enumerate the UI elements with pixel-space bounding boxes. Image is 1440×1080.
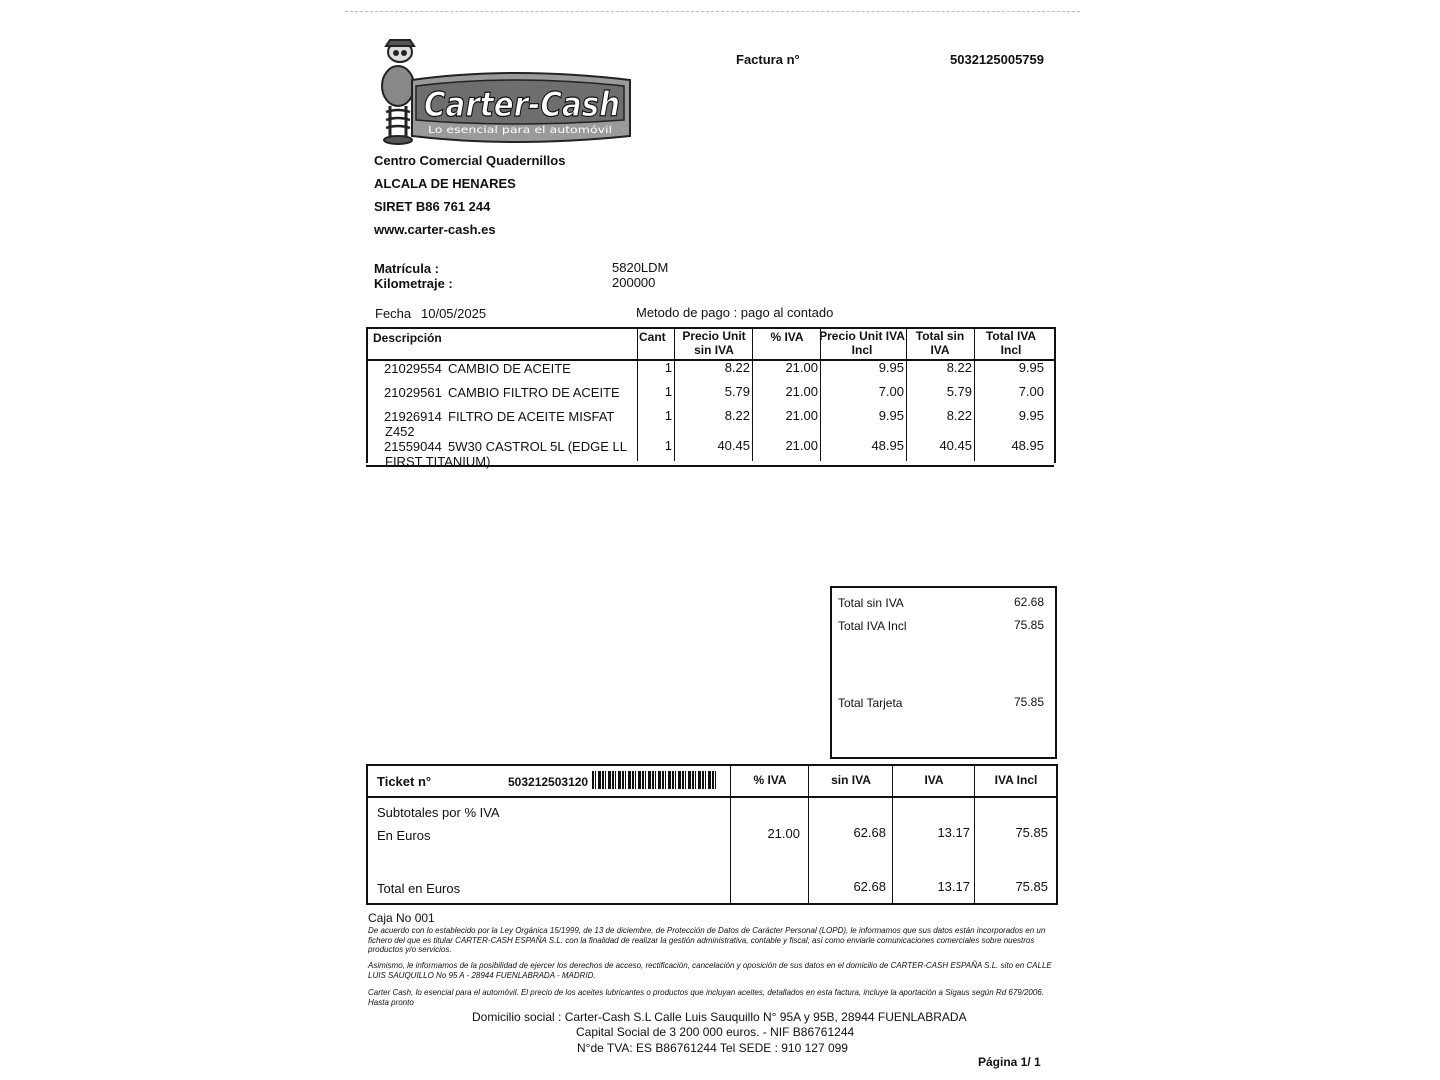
item-cant: 1 [664, 408, 672, 423]
item-cant: 1 [664, 438, 672, 453]
item-description: CAMBIO DE ACEITE [448, 361, 571, 376]
item-total-sin-iva: 8.22 [946, 408, 972, 423]
page-number: Página 1/ 1 [978, 1055, 1041, 1069]
item-total-sin-iva: 8.22 [946, 360, 972, 375]
th-pct-iva: % IVA [770, 330, 804, 344]
item-pct-iva: 21.00 [785, 360, 818, 375]
item-description: CAMBIO FILTRO DE ACEITE [448, 385, 620, 400]
item-cant: 1 [664, 384, 672, 399]
item-total-iva-incl: 7.00 [1018, 384, 1044, 399]
factura-label: Factura n° [736, 52, 800, 67]
capital-social: Capital Social de 3 200 000 euros. - NIF B86761244 [576, 1025, 855, 1039]
kilometraje-label: Kilometraje : [374, 276, 453, 291]
store-city: ALCALA DE HENARES [374, 176, 516, 191]
total-tarjeta-label: Total Tarjeta [838, 696, 903, 710]
col-divider [808, 766, 809, 903]
col-divider [892, 766, 893, 903]
logo-brand-text: Carter-Cash [424, 85, 620, 125]
th-cant: Cant [639, 330, 666, 344]
item-code: 21029554 [384, 361, 442, 376]
store-siret: SIRET B86 761 244 [374, 199, 491, 214]
ticket-barcode [592, 771, 716, 789]
total-en-euros-label: Total en Euros [377, 881, 461, 896]
item-pu-sin-iva: 40.45 [717, 438, 750, 453]
kilometraje-value: 200000 [612, 275, 656, 290]
th-precio-unit-sin-iva: Precio Unit sin IVA [682, 329, 746, 357]
caja-number: Caja No 001 [368, 911, 435, 925]
total-iva-incl-value: 75.85 [1013, 618, 1044, 632]
item-code: 21029561 [384, 385, 442, 400]
th-total-iva-incl: Total IVA Incl [985, 329, 1037, 357]
item-total-iva-incl: 9.95 [1018, 360, 1044, 375]
total-sin-iva-label: Total sin IVA [838, 596, 904, 610]
ticket-label: Ticket n° [377, 774, 432, 789]
logo-tagline-text: Lo esencial para el automóvil [428, 125, 575, 136]
domicilio-social: Domicilio social : Carter-Cash S.L Calle Luis Sauquillo N° 95A y 95B, 28944 FUENLABRADA [472, 1010, 967, 1024]
col-divider [974, 327, 975, 461]
th-precio-unit-iva-incl: Precio Unit IVA Incl [819, 329, 905, 357]
ticket-th-iva-incl: IVA Incl [994, 773, 1038, 787]
store-name: Centro Comercial Quadernillos [374, 153, 566, 168]
legal-text-lopd: De acuerdo con lo establecido por la Ley Orgánica 15/1999, de 13 de diciembre, de Protección de Datos de Carácter Personal (LOPD), le informamos que sus datos están incorporados en un fichero del que es titular CARTER-CASH ESPAÑA S.L. con la finalidad de realizar la gestión administrativa, contable y fiscal, así como enviarle comunicaciones comerciales sobre nuestros productos y/o servicios. [368, 926, 1046, 954]
item-total-iva-incl: 48.95 [1011, 438, 1044, 453]
metodo-pago: Metodo de pago : pago al contado [636, 305, 834, 320]
legal-text-sigaus: Carter Cash, lo esencial para el automóvil. El precio de los aceites lubricantes o productos que incluyan aceites, detallados en esta factura, incluye la aportación a Sigaus según Rd 679/2006. Hasta pronto [368, 988, 1044, 1007]
totals-box [830, 586, 1057, 759]
total-tarjeta-value: 75.85 [1013, 695, 1044, 709]
items-table [366, 327, 1054, 468]
item-pu-sin-iva: 5.79 [724, 384, 750, 399]
item-pu-sin-iva: 8.22 [724, 408, 750, 423]
item-description: 5W30 CASTROL 5L (EDGE LL [448, 439, 627, 454]
item-pct-iva: 21.00 [785, 408, 818, 423]
item-pct-iva: 21.00 [785, 438, 818, 453]
ticket-header-separator [368, 796, 1056, 798]
store-website: www.carter-cash.es [374, 222, 496, 237]
col-divider [674, 327, 675, 461]
item-pu-iva-incl: 9.95 [878, 360, 904, 375]
ticket-row-pct-iva: 21.00 [767, 826, 800, 841]
ticket-total-iva-incl: 75.85 [1015, 879, 1048, 894]
item-pu-iva-incl: 9.95 [878, 408, 904, 423]
ticket-number: 503212503120 [508, 775, 589, 789]
matricula-label: Matrícula : [374, 261, 440, 276]
ticket-row-iva: 13.17 [937, 825, 970, 840]
ticket-th-pct-iva: % IVA [753, 773, 787, 787]
fecha-label: Fecha [375, 306, 412, 321]
col-divider [974, 766, 975, 903]
ticket-total-iva: 13.17 [937, 879, 970, 894]
ticket-th-iva: IVA [924, 773, 944, 787]
item-pu-iva-incl: 48.95 [871, 438, 904, 453]
legal-text-rights: Asimismo, le informamos de la posibilidad de ejercer los derechos de acceso, rectificación, cancelación y oposición de sus datos en el domicilio de CARTER-CASH ESPAÑA S.L. sito en CALLE LUIS SAUQUILLO No 95 A - 28944 FUENLABRADA - MADRID. [368, 961, 1052, 980]
item-pu-sin-iva: 8.22 [724, 360, 750, 375]
total-iva-incl-label: Total IVA Incl [838, 619, 907, 633]
item-description-cont: Z452 [385, 424, 415, 439]
item-pu-iva-incl: 7.00 [878, 384, 904, 399]
item-code: 21926914 [384, 409, 442, 424]
carter-cash-logo [372, 36, 634, 148]
matricula-value: 5820LDM [612, 260, 669, 275]
item-description: FILTRO DE ACEITE MISFAT [448, 409, 615, 424]
item-description-cont: FIRST TITANIUM) [385, 454, 491, 469]
item-total-sin-iva: 40.45 [939, 438, 972, 453]
th-descripcion: Descripción [373, 331, 442, 345]
col-divider [730, 766, 731, 903]
ticket-row-sin-iva: 62.68 [853, 825, 886, 840]
th-total-sin-iva: Total sin IVA [915, 329, 965, 357]
item-code: 21559044 [384, 439, 442, 454]
tva-number: N°de TVA: ES B86761244 Tel SEDE : 910 127 099 [577, 1041, 848, 1055]
en-euros-label: En Euros [377, 828, 431, 843]
item-pct-iva: 21.00 [785, 384, 818, 399]
ticket-row-iva-incl: 75.85 [1015, 825, 1048, 840]
ticket-th-sin-iva: sin IVA [831, 773, 871, 787]
fecha-value: 10/05/2025 [421, 306, 487, 321]
subtotales-label: Subtotales por % IVA [377, 805, 500, 820]
scan-artifact-line [345, 11, 1080, 12]
item-total-iva-incl: 9.95 [1018, 408, 1044, 423]
item-total-sin-iva: 5.79 [946, 384, 972, 399]
col-divider [752, 327, 753, 461]
item-cant: 1 [664, 360, 672, 375]
ticket-total-sin-iva: 62.68 [853, 879, 886, 894]
total-sin-iva-value: 62.68 [1013, 595, 1044, 609]
factura-number: 5032125005759 [950, 52, 1044, 67]
